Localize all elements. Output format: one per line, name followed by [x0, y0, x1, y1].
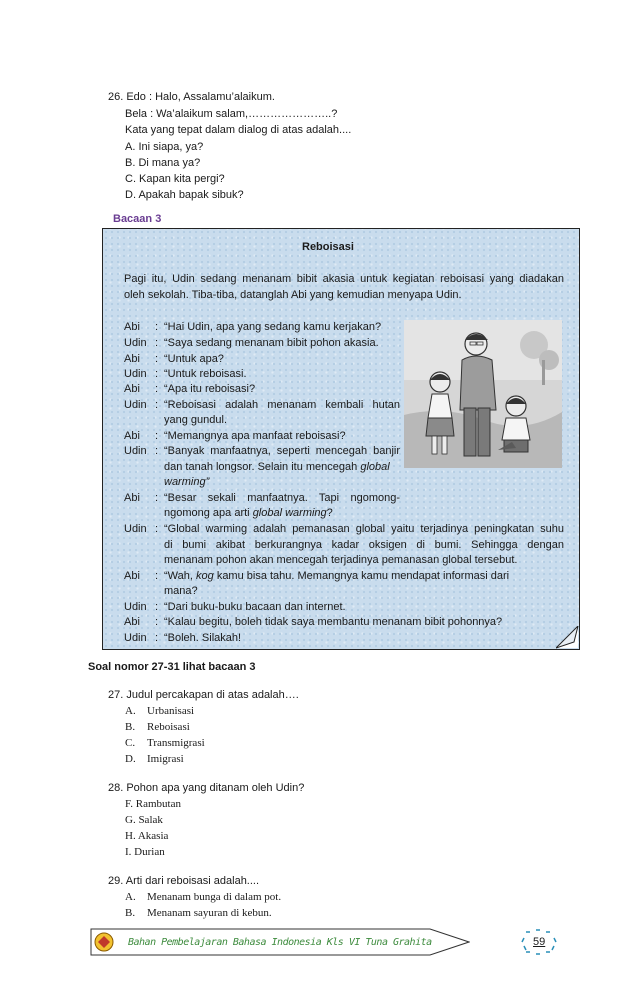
reading-label: Bacaan 3	[113, 213, 162, 225]
speaker: Abi	[124, 492, 140, 504]
utterance: “Global warming adalah pemanasan global yaitu terjadinya peningkatan suhu	[164, 523, 564, 535]
italic-term: global	[360, 461, 390, 473]
q27-question: 27. Judul percakapan di atas adalah….	[108, 689, 299, 701]
q28-option-h: H. Akasia	[125, 830, 169, 842]
q28-option-f: F. Rambutan	[125, 798, 181, 810]
colon: :	[155, 445, 159, 457]
school-emblem-icon	[95, 933, 113, 951]
colon: :	[155, 399, 159, 411]
q26-option-a: A. Ini siapa, ya?	[125, 141, 204, 153]
speaker: Udin	[124, 445, 147, 457]
q29-option-b: B. Menanam sayuran di kebun.	[125, 907, 272, 919]
story-intro-1: Pagi itu, Udin sedang menanam bibit akasia untuk kegiatan reboisasi yang diadakan	[124, 273, 564, 285]
colon: :	[155, 368, 159, 380]
story-title: Reboisasi	[302, 241, 354, 253]
colon: :	[155, 337, 159, 349]
utterance-continued: menanam pohon akan mencegah terjadinya pemanasan global tersebut.	[164, 554, 518, 566]
utterance: “Apa itu reboisasi?	[164, 383, 256, 395]
q27-option-d: D. Imigrasi	[125, 753, 184, 765]
speaker: Udin	[124, 601, 147, 613]
q26-option-b: B. Di mana ya?	[125, 157, 201, 169]
speaker: Abi	[124, 321, 140, 333]
utterance-continued: ngomong apa arti global warming?	[164, 507, 333, 519]
section-heading: Soal nomor 27-31 lihat bacaan 3	[88, 661, 256, 673]
speaker: Abi	[124, 570, 140, 582]
utterance-continued: yang gundul.	[164, 414, 227, 426]
colon: :	[155, 570, 159, 582]
utterance: “Saya sedang menanam bibit pohon akasia.	[164, 337, 379, 349]
speaker: Udin	[124, 368, 147, 380]
italic-term: kog	[196, 570, 214, 582]
utterance: “Kalau begitu, boleh tidak saya membantu menanam bibit pohonnya?	[164, 616, 503, 628]
story-intro-2: oleh sekolah. Tiba-tiba, datanglah Abi yang kemudian menyapa Udin.	[124, 289, 462, 301]
page-curl-icon	[556, 626, 580, 650]
q28-question: 28. Pohon apa yang ditanam oleh Udin?	[108, 782, 305, 794]
speaker: Udin	[124, 632, 147, 644]
colon: :	[155, 430, 159, 442]
colon: :	[155, 601, 159, 613]
colon: :	[155, 383, 159, 395]
italic-term: global warming	[252, 507, 327, 519]
utterance-continued: warming”	[164, 476, 210, 488]
q26-line3: Kata yang tepat dalam dialog di atas adalah....	[125, 124, 352, 136]
q29-option-a: A. Menanam bunga di dalam pot.	[125, 891, 282, 903]
speaker: Abi	[124, 383, 140, 395]
utterance-continued: di bumi akibat berkurangnya kadar oksigen di bumi. Sehingga dengan	[164, 539, 564, 551]
q26-line2: Bela : Wa’alaikum salam,…………………..?	[125, 108, 338, 120]
q28-option-i: I. Durian	[125, 846, 165, 858]
speaker: Abi	[124, 353, 140, 365]
q27-option-a: A. Urbanisasi	[125, 705, 195, 717]
q27-option-c: C. Transmigrasi	[125, 737, 205, 749]
utterance: “Hai Udin, apa yang sedang kamu kerjakan?	[164, 321, 382, 333]
q27-option-b: B. Reboisasi	[125, 721, 190, 733]
utterance: “Banyak manfaatnya, seperti mencegah banjir	[164, 445, 400, 457]
colon: :	[155, 321, 159, 333]
q26-option-d: D. Apakah bapak sibuk?	[125, 189, 244, 201]
page-number: 59	[533, 936, 546, 948]
q29-question: 29. Arti dari reboisasi adalah....	[108, 875, 260, 887]
utterance: “Boleh. Silakah!	[164, 632, 242, 644]
children-planting-illustration	[404, 320, 562, 468]
speaker: Udin	[124, 337, 147, 349]
utterance: “Dari buku-buku bacaan dan internet.	[164, 601, 346, 613]
utterance: “Besar sekali manfaatnya. Tapi ngomong-	[164, 492, 400, 504]
colon: :	[155, 523, 159, 535]
q26-option-c: C. Kapan kita pergi?	[125, 173, 225, 185]
utterance: “Memangnya apa manfaat reboisasi?	[164, 430, 346, 442]
colon: :	[155, 353, 159, 365]
speaker: Abi	[124, 430, 140, 442]
colon: :	[155, 616, 159, 628]
speaker: Abi	[124, 616, 140, 628]
utterance: “Reboisasi adalah menanam kembali hutan	[164, 399, 400, 411]
q26-line1: 26. Edo : Halo, Assalamu’alaikum.	[108, 91, 275, 103]
speaker: Udin	[124, 399, 147, 411]
footer-text: Bahan Pembelajaran Bahasa Indonesia Kls VI Tuna Grahita	[128, 937, 432, 948]
utterance: “Untuk reboisasi.	[164, 368, 247, 380]
q28-option-g: G. Salak	[125, 814, 163, 826]
colon: :	[155, 632, 159, 644]
colon: :	[155, 492, 159, 504]
utterance-continued: mana?	[164, 585, 198, 597]
utterance-continued: dan tanah longsor. Selain itu mencegah global	[164, 461, 390, 473]
utterance: “Untuk apa?	[164, 353, 224, 365]
speaker: Udin	[124, 523, 147, 535]
